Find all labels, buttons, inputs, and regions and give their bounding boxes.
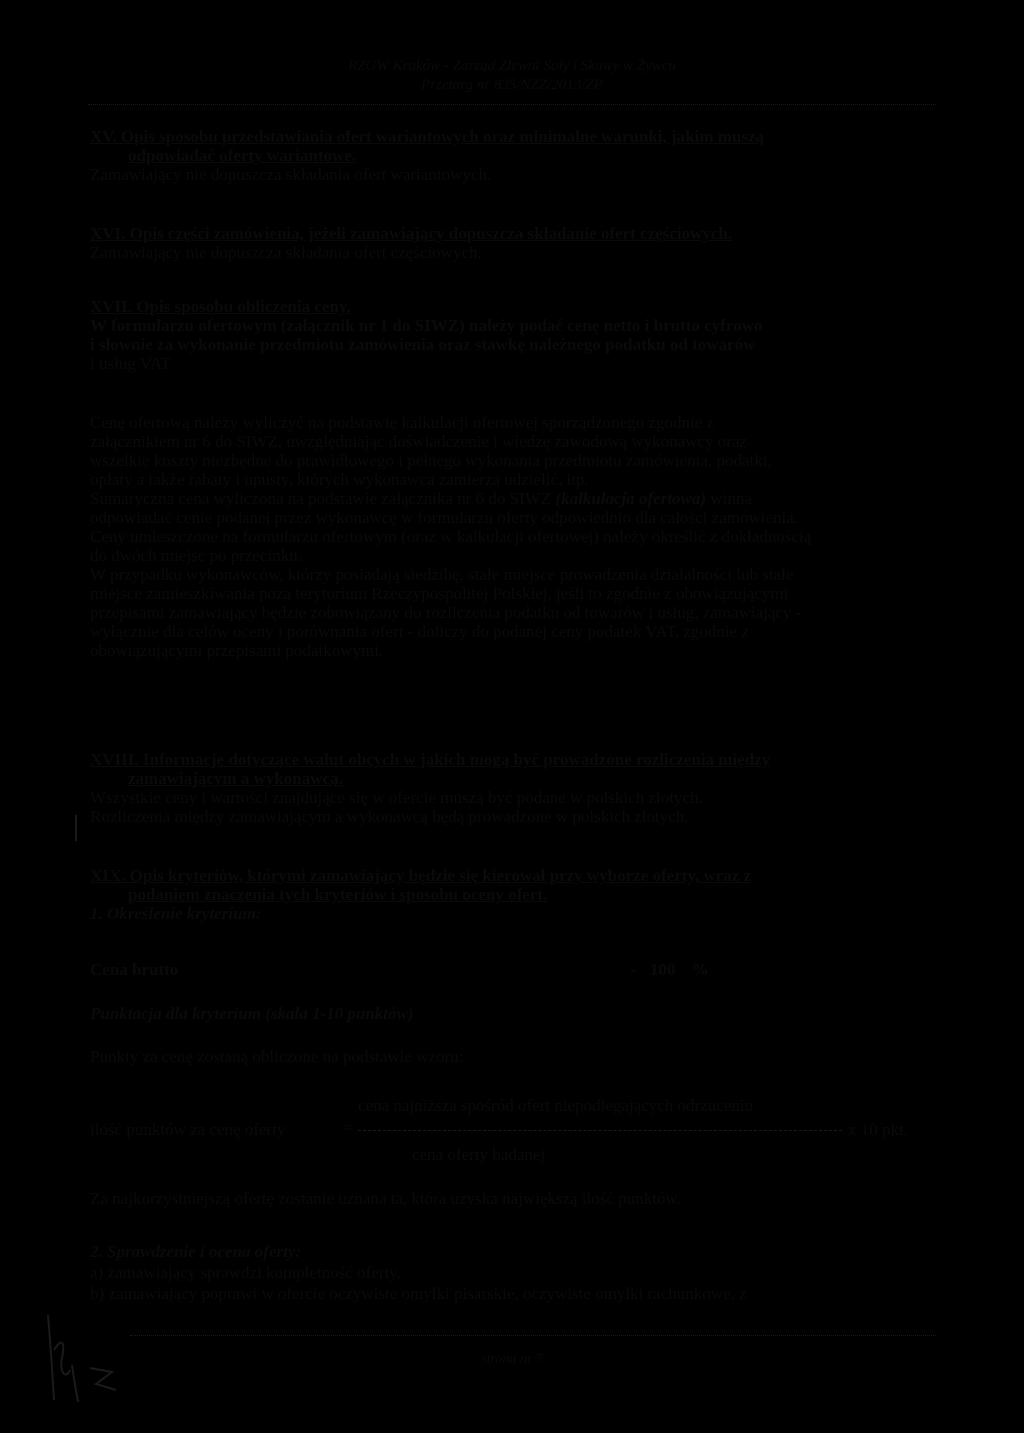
paragraph-line: W przypadku wykonawców, którzy posiadają siedzibę, stałe miejsce prowadzenia działalności lub stałe <box>90 565 794 584</box>
header-line-2: Przetarg nr 835/NZZ/2013/ZP <box>421 77 603 93</box>
formula-intro: Punkty za cenę zostaną obliczone na podstawie wzoru: <box>90 1047 464 1066</box>
section-xvii-paragraph-2 <box>90 413 950 660</box>
paragraph-line: Cenę ofertową należy wyliczyć na podstawie kalkulacji ofertowej sporządzonego zgodnie z <box>90 413 715 432</box>
formula-fraction-line <box>358 1130 842 1131</box>
page-number: strona nr 7 <box>481 1352 543 1367</box>
calc-reference: (kalkulacja ofertowa) <box>555 489 707 508</box>
paragraph-line: Ceny umieszczone na formularzu ofertowym (oraz w kalkulacji ofertowej) należy określić z dokładnością <box>90 527 812 546</box>
paragraph-line: do dwóch miejsc po przecinku. <box>90 546 302 565</box>
formula-lhs: ilość punktów za cenę oferty <box>90 1120 286 1139</box>
section-xviii-title: XVIII. Informacje dotyczące walut obcych w jakich mogą być prowadzone rozliczenia między <box>90 750 771 769</box>
paragraph-line: odpowiadać cenie podanej przez wykonawcę w formularzu oferty odpowiednio dla całości zamówienia. <box>90 508 799 527</box>
revision-bar <box>75 815 77 841</box>
criterion-heading: 1. Określenie kryterium: <box>90 904 262 923</box>
section-xix-title-cont: podaniem znaczenia tych kryteriów i sposobu oceny ofert. <box>128 885 548 904</box>
paragraph-line: wyłącznie dla celów oceny i porównania ofert - doliczy do podanej ceny podatek VAT, zgodnie z <box>90 622 749 641</box>
scoring-heading: Punktacja dla kryterium (skala 1-10 punktów) <box>90 1004 414 1023</box>
initials-signature <box>40 1310 130 1410</box>
section-xviii-line: Rozliczenia między zamawiającym a wykonawcą będą prowadzone w polskich złotych. <box>90 807 689 826</box>
section-xv-title-cont: odpowiadać oferty wariantowe. <box>128 146 357 165</box>
verification-item-a: a) zamawiający sprawdzi kompletność oferty, <box>90 1263 401 1282</box>
paragraph-line <box>90 489 950 508</box>
criterion-unit: % <box>691 960 709 979</box>
paragraph-line: załącznikiem nr 6 do SIWZ, uwzględniając doświadczenie i wiedzę zawodową wykonawcy oraz <box>90 432 748 451</box>
footer-rule <box>130 1335 936 1336</box>
section-xviii-line: Wszystkie ceny i wartości znajdujące się w ofercie muszą być podane w polskich złotych. <box>90 788 703 807</box>
section-xvii-title: XVII. Opis sposobu obliczenia ceny. <box>90 297 351 316</box>
formula-equals: = <box>342 1118 352 1137</box>
verification-item-b: b) zamawiający poprawi w ofercie oczywiste omyłki pisarskie, oczywiste omyłki rachunkowe, z <box>90 1284 747 1303</box>
header-line-1: RZGW Kraków - Zarząd Zlewni Soły i Skawy w Żywcu <box>348 58 676 74</box>
paragraph-line: opłaty a także rabaty i upusty, których wykonawca zamierza udzielić, itp. <box>90 470 589 489</box>
paragraph-line: obowiązującymi przepisami podatkowymi. <box>90 641 384 660</box>
criterion-weight <box>630 960 709 979</box>
best-offer-rule: Za najkorzystniejszą ofertę zostanie uznana ta, która uzyska największą ilość punktów. <box>90 1189 681 1208</box>
section-xvi <box>90 224 950 262</box>
section-xvi-body: Zamawiający nie dopuszcza składania ofert częściowych. <box>90 243 482 262</box>
header-rule <box>88 104 936 105</box>
section-xviii <box>90 750 950 826</box>
section-xvii <box>90 297 950 373</box>
criterion-dash: - <box>630 960 636 979</box>
section-xix <box>90 866 950 923</box>
paragraph-line: miejsce zamieszkiwania poza terytorium Rzeczypospolitej Polskiej, jeśli to zgodnie z obowiązującymi <box>90 584 789 603</box>
formula-numerator: cena najniższa spośród ofert niepodlegających odrzuceniu <box>358 1096 754 1115</box>
criterion-name: Cena brutto <box>90 960 179 979</box>
text-run: winna <box>706 489 752 508</box>
section-xv-title: XV. Opis sposobu przedstawiania ofert wariantowych oraz minimalne warunki, jakim muszą <box>90 127 765 146</box>
criterion-row <box>90 960 178 979</box>
paragraph-line: wszelkie koszty niezbędne do prawidłowego i pełnego wykonania przedmiotu zamówienia, podatki, <box>90 451 772 470</box>
section-xvi-title: XVI. Opis części zamówienia, jeżeli zamawiający dopuszcza składanie ofert częściowych. <box>90 224 733 243</box>
section-xix-title: XIX. Opis kryteriów, którymi zamawiający będzie się kierował przy wyborze oferty, wraz z <box>90 866 752 885</box>
formula-multiplier: x 10 pkt. <box>848 1120 908 1139</box>
verification-heading: 2. Sprawdzenie i ocena oferty: <box>90 1242 302 1261</box>
text-run: Sumaryczna cena wyliczona na podstawie załącznika nr 6 do SIWZ <box>90 489 556 508</box>
formula-denominator: cena oferty badanej <box>412 1145 546 1164</box>
section-xv-body: Zamawiający nie dopuszcza składania ofert wariantowych. <box>90 165 492 184</box>
section-xv <box>90 127 950 184</box>
section-xvii-line: W formularzu ofertowym (załącznik nr 1 do SIWZ) należy podać cenę netto i brutto cyfrowo <box>90 316 763 335</box>
paragraph-line: przepisami zamawiający będzie zobowiązany do rozliczenia podatku od towarów i usług, zamawiający - <box>90 603 802 622</box>
section-xvii-line: i słownie za wykonanie przedmiotu zamówienia oraz stawkę należnego podatku od towarów <box>90 335 756 354</box>
section-xvii-line: i usług VAT. <box>90 354 174 373</box>
criterion-value: 100 <box>649 960 676 979</box>
section-xviii-title-cont: zamawiającym a wykonawcą. <box>128 769 343 788</box>
